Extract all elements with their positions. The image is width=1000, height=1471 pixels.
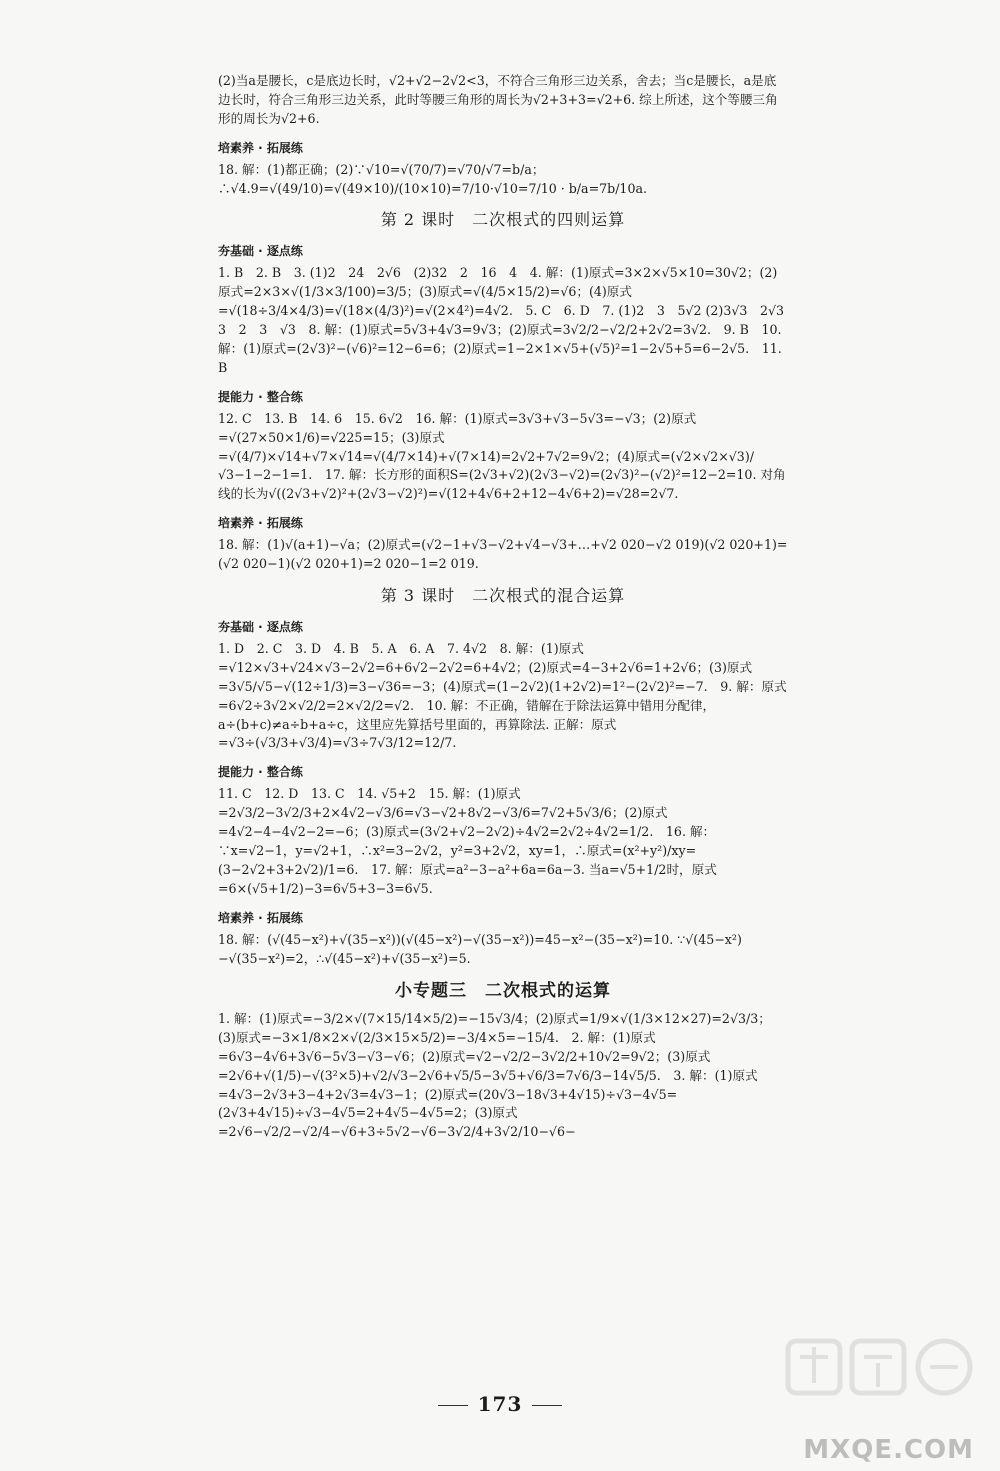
section-label: 培素养 · 拓展练 <box>218 140 303 155</box>
paragraph: 18. 解：(1)√(a+1)−√a；(2)原式=(√2−1+√3−√2+√4−√3+…+√2 020−√2 019)(√2 020+1)=(√2 020−1)(√2 020+1)=2 020−1=2 019. <box>218 537 788 572</box>
section-label: 夯基础 · 逐点练 <box>218 620 303 635</box>
paragraph: 12. C 13. B 14. 6 15. 6√2 16. 解：(1)原式=3√3+√3−5√3=−√3；(2)原式=√(27×50×1/6)=√225=15；(3)原式=√(4/7)×√14+√7×√14=√(4/7×14)+√(7×14)=2√2+7√2=9√2；(4)原式=(√2×√2×√3)/√3−1−2−1=1. 17. 解：长方形的面积S=(2√3+√2)(2√3−√2)=(2√3)²−(√2)²=12−2=10. 对角线的长为√((2√3+√2)²+(2√3−√2)²)=√(12+4√6+2+12−4√6+2)=√28=2√7. <box>218 410 786 502</box>
section-label: 提能力 · 整合练 <box>218 765 303 780</box>
paragraph: 11. C 12. D 13. C 14. √5+2 15. 解：(1)原式=2√3/2−3√2/3+2×4√2−√3/6=√3−√2+8√2−√3/6=7√2+5√3/6；(2)原式=4√2−4−4√2−2=−6；(3)原式=(3√2+√2−2√2)÷4√2=2√2÷4√2=1/2. 16. 解：∵x=√2−1，y=√2+1，∴x²=3−2√2，y²=3+2√2，xy=1，∴原式=(x²+y²)/xy=(3−2√2+3+2√2)/1=6. 17. 解：原式=a²−3−a²+6a=6a−3. 当a=√5+1/2时，原式=6×(√5+1/2)−3=6√5+3−3=6√5. <box>218 786 717 896</box>
page-number-dash <box>532 1405 562 1406</box>
paragraph: 1. D 2. C 3. D 4. B 5. A 6. A 7. 4√2 8. 解：(1)原式=√12×√3+√24×√3−2√2=6+6√2−2√2=6+4√2；(2)原式=4−3+2√6=1+2√6；(3)原式=3√5/√5−√(12÷1/3)=3−√36=−3；(4)原式=(1−2√2)(1+2√2)=1²−(2√2)²=−7. 9. 解：原式=6√2÷3√2×√2/2=2×√2/2=√2. 10. 解：不正确，错解在于除法运算中错用分配律，a÷(b+c)≠a÷b+a÷c，这里应先算括号里面的，再算除法. 正解：原式=√3÷(√3/3+√3/4)=√3÷7√3/12=12/7. <box>218 641 787 751</box>
lesson-heading: 第 3 课时 二次根式的混合运算 <box>380 586 626 606</box>
section-label: 培素养 · 拓展练 <box>218 516 303 531</box>
paragraph: 1. B 2. B 3. (1)2 24 2√6 (2)32 2 16 4 4. 解：(1)原式=3×2×√5×10=30√2；(2)原式=2×3×√(1/3×3/100)=3/5；(3)原式=√(4/5×15/2)=√6；(4)原式=√(18÷3/4×4/3)=√(18×(4/3)²)=√(2×4²)=4√2. 5. C 6. D 7. (1)2 3 5√2 (2)3√3 2√3 3 2 3 √3 8. 解：(1)原式=5√3+4√3=9√3；(2)原式=3√2/2−√2/2+2√2=3√2. 9. B 10. 解：(1)原式=(2√3)²−(√6)²=12−6=6；(2)原式=1−2×1×√5+(√5)²=1−2√5+5=6−2√5. 11. B <box>218 265 797 375</box>
topic-heading: 小专题三 二次根式的运算 <box>395 980 611 1001</box>
section-label: 培素养 · 拓展练 <box>218 910 303 925</box>
paragraph: (2)当a是腰长，c是底边长时，√2+√2−2√2<3，不符合三角形三边关系，舍去；当c是腰长，a是底边长时，符合三角形三边关系，此时等腰三角形的周长为√2+3+3=√2+6. 综上所述，这个等腰三角形的周长为√2+6. <box>218 73 778 126</box>
watermark-logo-icon <box>780 1333 980 1443</box>
watermark-text: MXQE.COM <box>803 1435 974 1465</box>
paragraph: 18. 解：(1)都正确；(2)∵√10=√(70/7)=√70/√7=b/a；∴√4.9=√(49/10)=√(49×10)/(10×10)=7/10·√10=7/10 · b/a=7b/10a. <box>218 161 647 196</box>
lesson-heading: 第 2 课时 二次根式的四则运算 <box>380 210 626 230</box>
page-number-text: 173 <box>477 1392 523 1416</box>
paragraph: 1. 解：(1)原式=−3/2×√(7×15/14×5/2)=−15√3/4；(2)原式=1/9×√(1/3×12×27)=2√3/3；(3)原式=−3×1/8×2×√(2/3×15×5/2)=−3/4×5=−15/4. 2. 解：(1)原式=6√3−4√6+3√6−5√3−√3−√6；(2)原式=√2−√2/2−3√2/2+10√2=9√2；(3)原式=2√6+√(1/5)−√(3²×5)+√2/√3−2√6+√5/5−3√5+√6/3=7√6/3−14√5/5. 3. 解：(1)原式=4√3−2√3+3−4+2√3=4√3−1；(2)原式=(20√3−18√3+4√15)÷√3−4√5=(2√3+4√15)÷√3−4√5=2+4√5−4√5=2；(3)原式=2√6−√2/2−√2/4−√6+3÷5√2−√6−3√2/4+3√2/10−√6− <box>218 1011 771 1140</box>
paragraph: 18. 解：(√(45−x²)+√(35−x²))(√(45−x²)−√(35−x²))=45−x²−(35−x²)=10. ∵√(45−x²)−√(35−x²)=2，∴√(45−x²)+√(35−x²)=5. <box>218 931 742 966</box>
page-number-dash <box>438 1405 468 1406</box>
answer-page <box>218 72 797 1142</box>
section-label: 夯基础 · 逐点练 <box>218 244 303 259</box>
section-label: 提能力 · 整合练 <box>218 389 303 404</box>
